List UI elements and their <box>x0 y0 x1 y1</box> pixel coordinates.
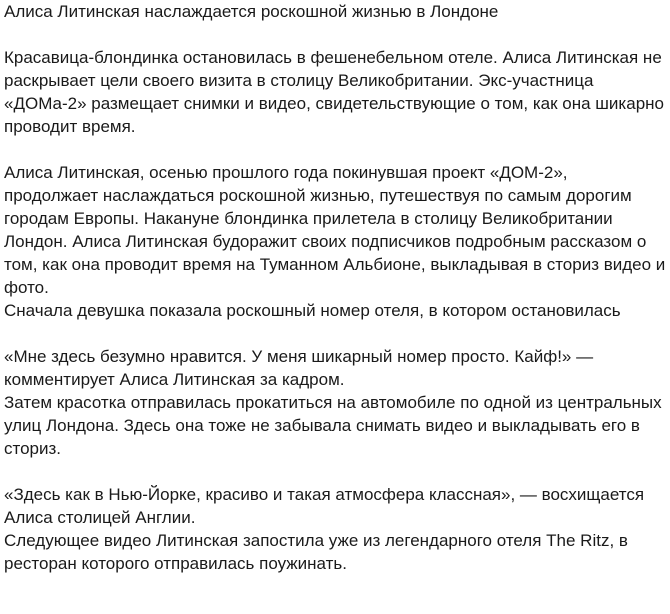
article-paragraph-3: Сначала девушка показала роскошный номер отеля, в котором остановилась <box>4 301 621 320</box>
article-quote-2: «Здесь как в Нью-Йорке, красиво и такая атмосфера классная», — восхищается Алиса столицей Англии. <box>4 485 645 527</box>
article-quote-1: «Мне здесь безумно нравится. У меня шикарный номер просто. Кайф!» — комментирует Алиса Литинская за кадром. <box>4 347 594 389</box>
article-paragraph-4: Затем красотка отправилась прокатиться на автомобиле по одной из центральных улиц Лондона. Здесь она тоже не забывала снимать видео и выкладывать его в сториз. <box>4 393 662 458</box>
article-paragraph-1: Красавица-блондинка остановилась в фешенебельном отеле. Алиса Литинская не раскрывает цели своего визита в столицу Великобритании. Экс-участница «ДОМа-2» размещает снимки и видео, свидетельствующие о том, как она шикарно проводит время. <box>4 48 664 136</box>
article-paragraph-2: Алиса Литинская, осенью прошлого года покинувшая проект «ДОМ-2», продолжает наслаждаться роскошной жизнью, путешествуя по самым дорогим городам Европы. Накануне блондинка прилетела в столицу Великобритании Лондон. Алиса Литинская будоражит своих подписчиков подробным рассказом о том, как она проводит время на Туманном Альбионе, выкладывая в сториз видео и фото. <box>4 163 666 297</box>
article-paragraph-5: Следующее видео Литинская запостила уже из легендарного отеля The Ritz, в ресторан которого отправилась поужинать. <box>4 531 628 573</box>
article-title: Алиса Литинская наслаждается роскошной жизнью в Лондоне <box>4 2 499 21</box>
